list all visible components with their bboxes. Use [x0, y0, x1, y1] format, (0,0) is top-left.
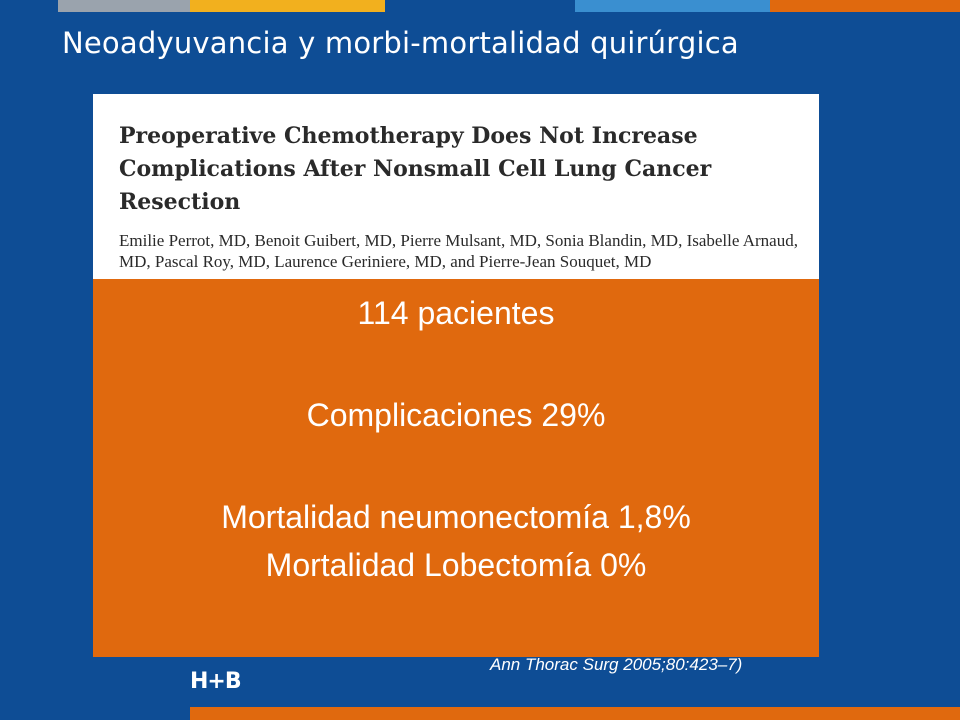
- stripe-segment: [190, 0, 385, 12]
- slide-title: Neoadyuvancia y morbi-mortalidad quirúrgica: [62, 26, 739, 60]
- stripe-segment: [385, 0, 575, 12]
- hospital-logo: H+B: [190, 669, 241, 694]
- mortality-pneumonectomy: Mortalidad neumonectomía 1,8%: [221, 499, 691, 535]
- complications-rate: Complicaciones 29%: [306, 397, 606, 433]
- stripe-segment: [575, 0, 770, 12]
- mortality-lobectomy: Mortalidad Lobectomía 0%: [265, 547, 647, 583]
- paper-authors: Emilie Perrot, MD, Benoit Guibert, MD, Pierre Mulsant, MD, Sonia Blandin, MD, Isabelle Arnaud, MD, Pascal Roy, MD, Laurence Geriniere, MD, and Pierre-Jean Souquet, MD: [119, 231, 798, 271]
- bottom-accent-bar: [190, 707, 960, 720]
- stripe-segment: [0, 0, 58, 12]
- stripe-segment: [770, 0, 960, 12]
- stripe-segment: [58, 0, 190, 12]
- patients-count: 114 pacientes: [357, 295, 555, 331]
- top-color-stripes: [0, 0, 960, 12]
- paper-title: Preoperative Chemotherapy Does Not Increase Complications After Nonsmall Cell Lung Cancer Resection: [119, 123, 712, 215]
- summary-box: [93, 279, 819, 657]
- citation: Ann Thorac Surg 2005;80:423–7): [490, 655, 743, 674]
